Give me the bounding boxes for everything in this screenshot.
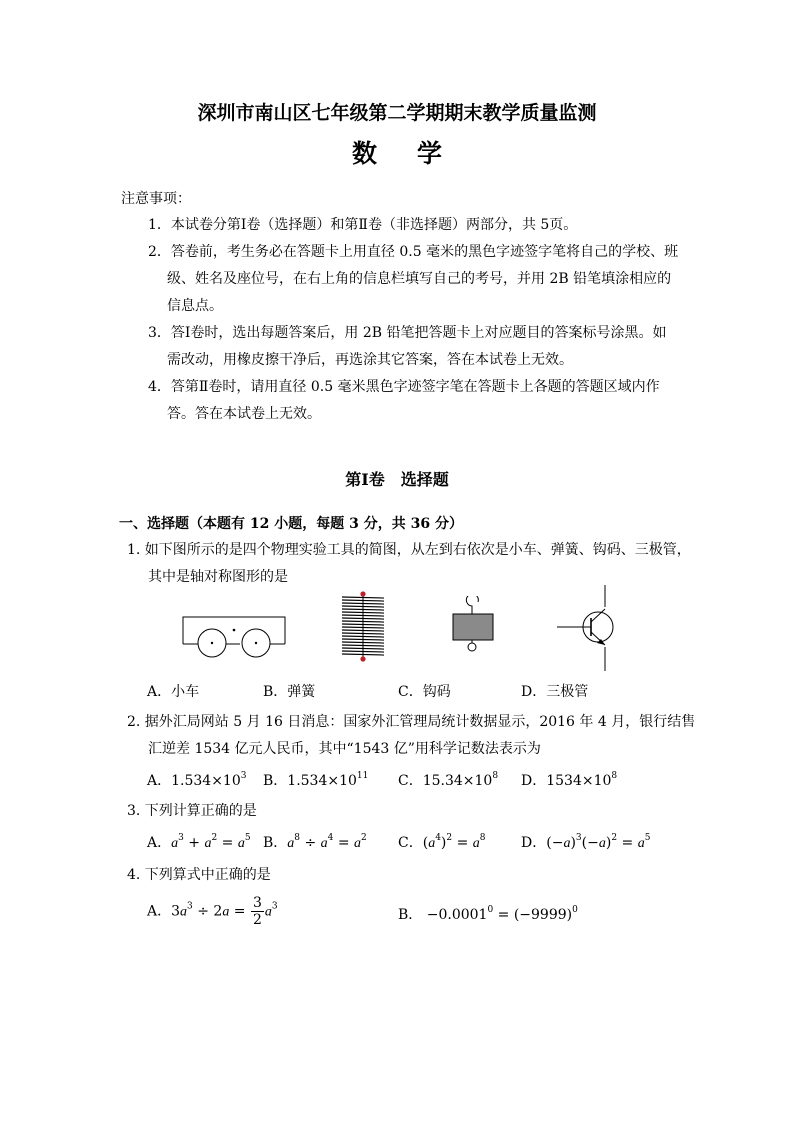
q3-option-a: A．$a^3 + a^2 = a^5$ xyxy=(147,833,251,851)
note-line-2: 2．答卷前，考生务必在答题卡上用直径 0.5 毫米的黑色字迹签字笔将自己的学校、班 xyxy=(148,244,679,260)
note-line-6: 需改动，用橡皮擦干净后，再选涂其它答案，答在本试卷上无效。 xyxy=(167,352,573,368)
note-line-7: 4．答第Ⅱ卷时，请用直径 0.5 毫米黑色字迹签字笔在答题卡上各题的答题区域内作 xyxy=(148,379,660,395)
q4-option-a: A．$3a^3 \div 2a$ = $\frac{3}{2}$ $a^3$ xyxy=(147,895,278,928)
note-line-4: 信息点。 xyxy=(167,298,223,314)
q1-option-d: D．三极管 xyxy=(521,684,589,700)
cart-figure xyxy=(176,605,292,661)
spring-figure xyxy=(336,589,390,665)
hook-weight-figure xyxy=(448,596,498,656)
q4-stem: 4. 下列算式中正确的是 xyxy=(127,867,271,883)
q1-stem-line-2: 其中是轴对称图形的是 xyxy=(148,569,288,585)
q3-stem: 3. 下列计算正确的是 xyxy=(127,803,257,819)
q1-option-a: A．小车 xyxy=(147,684,200,700)
note-line-3: 级、姓名及座位号，在右上角的信息栏填写自己的考号，并用 2B 铅笔填涂相应的 xyxy=(167,271,672,287)
exam-title: 深圳市南山区七年级第二学期期末教学质量监测 xyxy=(197,102,597,124)
q1-option-b: B．弹簧 xyxy=(263,684,316,700)
note-line-5: 3．答Ⅰ卷时，选出每题答案后，用 2B 铅笔把答题卡上对应题目的答案标号涂黑。如 xyxy=(148,325,667,341)
q2-stem-line-1: 2. 据外汇局网站 5 月 16 日消息：国家外汇管理局统计数据显示，2016 年 4 月，银行结售 xyxy=(127,714,696,730)
notes-heading: 注意事项： xyxy=(121,191,191,207)
part-heading: 一、选择题（本题有 12 小题，每题 3 分，共 36 分） xyxy=(119,516,463,532)
q2-option-c: C．$15.34\times 10^8$ xyxy=(398,771,499,789)
q1-option-c: C．钩码 xyxy=(398,684,451,700)
q2-option-b: B．$1.534\times 10^{11}$ xyxy=(263,771,369,789)
q3-option-c: C．$(a^4)^2 = a^8$ xyxy=(398,833,486,851)
q3-option-d: D．$(-a)^3(-a)^2 = a^5$ xyxy=(521,833,651,851)
note-line-8: 答。答在本试卷上无效。 xyxy=(167,406,321,422)
transistor-figure xyxy=(553,585,623,671)
q2-option-d: D．$1534\times 10^8$ xyxy=(521,771,618,789)
q2-stem-line-2: 汇逆差 1534 亿元人民币，其中“1543 亿”用科学记数法表示为 xyxy=(148,741,541,757)
q4-option-b: B． $-0.0001^0 = (-9999)^0$ xyxy=(398,905,578,923)
q2-option-a: A．$1.534\times 10^3$ xyxy=(147,771,247,789)
q1-stem-line-1: 1. 如下图所示的是四个物理实验工具的简图，从左到右依次是小车、弹簧、钩码、三极管， xyxy=(127,542,691,558)
subject-title: 数学 xyxy=(351,139,482,168)
q3-option-b: B．$a^8 \div a^4 = a^2$ xyxy=(263,833,367,851)
note-line-1: 1．本试卷分第Ⅰ卷（选择题）和第Ⅱ卷（非选择题）两部分，共 5页。 xyxy=(148,217,578,233)
section-title: 第Ⅰ卷 选择题 xyxy=(345,470,449,489)
